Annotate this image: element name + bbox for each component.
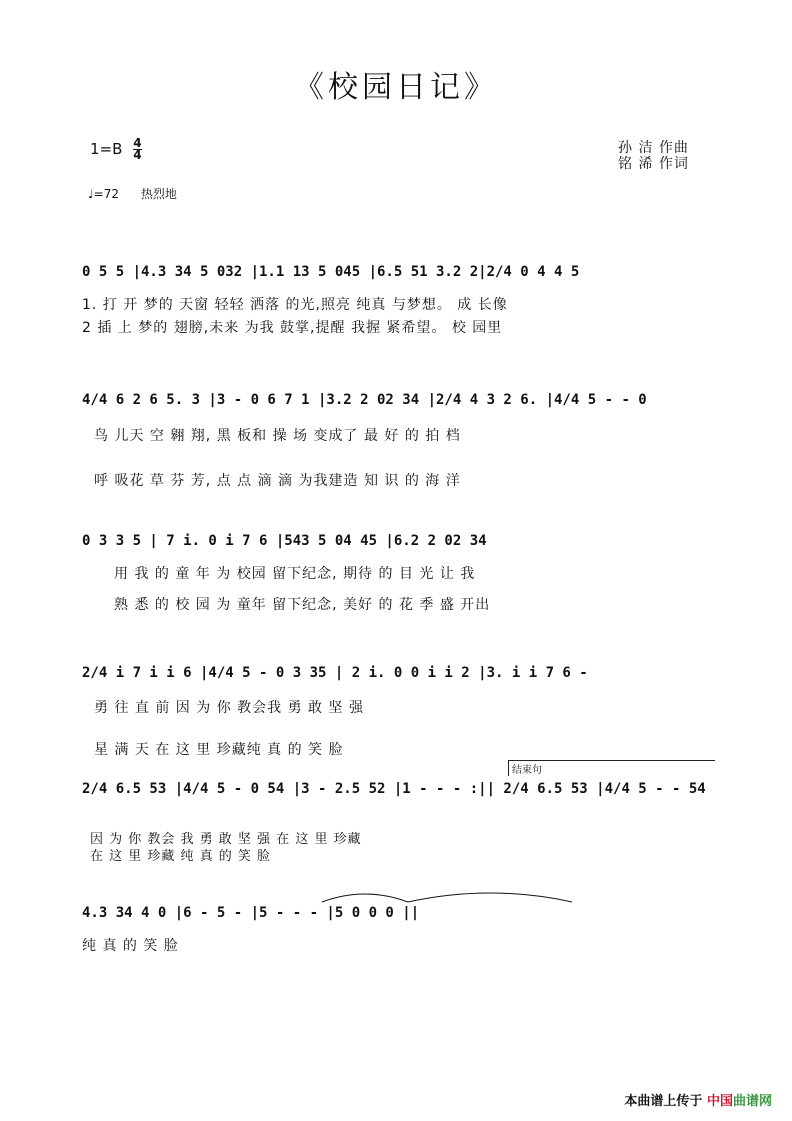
footer-prefix: 本曲谱上传于	[624, 1094, 703, 1109]
notation-line-3: 0 3 3 5 | 7 i. 0 i 7 6 |543 5 04 45 |6.2 2 02 34	[82, 533, 487, 549]
site-logo	[707, 1094, 772, 1109]
key-label: 1=B	[90, 140, 123, 158]
lyric-line-4-verse-2: 星 满 天 在 这 里 珍藏纯 真 的 笑 脸	[94, 742, 344, 758]
tempo-line	[88, 185, 177, 202]
lyric-line-2-verse-2: 呼 吸花 草 芬 芳, 点 点 滴 滴 为我建造 知 识 的 海 洋	[94, 473, 461, 489]
tempo-mark: ♩=72	[88, 187, 119, 201]
lyric-line-5-verse-2: 在 这 里 珍藏 纯 真 的 笑 脸	[90, 849, 272, 864]
lyric-line-3-verse-2: 熟 悉 的 校 园 为 童年 留下纪念, 美好 的 花 季 盛 开出	[114, 597, 491, 613]
footer-credit	[624, 1090, 772, 1109]
lyric-line-1-verse-1: 1. 打 开 梦的 天窗 轻轻 洒落 的光,照亮 纯真 与梦想。 成 长像	[82, 297, 508, 313]
ending-label: 结束句	[508, 760, 715, 776]
key-signature	[90, 138, 142, 161]
time-signature: $\frac{4}{4}$	[133, 136, 142, 162]
notation-line-1: 0 5 5 |4.3 34 5 032 |1.1 13 5 045 |6.5 51 3.2 2|2/4 0 4 4 5	[82, 264, 580, 280]
slur-long	[320, 886, 580, 904]
lyric-line-3-verse-1: 用 我 的 童 年 为 校园 留下纪念, 期待 的 目 光 让 我	[114, 566, 476, 582]
page-title: 《校园日记》	[294, 70, 498, 105]
notation-line-2: 4/4 6 2 6 5. 3 |3 - 0 6 7 1 |3.2 2 02 34 |2/4 4 3 2 6. |4/4 5 - - 0	[82, 392, 647, 408]
lyricist-credit: 铭 浠 作词	[618, 156, 689, 172]
notation-line-6: 4.3 34 4 0 |6 - 5 - |5 - - - |5 0 0 0 ||	[82, 905, 420, 921]
lyric-line-2-verse-1: 鸟 儿天 空 翱 翔, 黑 板和 操 场 变成了 最 好 的 拍 档	[94, 428, 461, 444]
lyric-line-1-verse-2: 2 插 上 梦的 翅膀,未来 为我 鼓掌,提醒 我握 紧希望。 校 园里	[82, 320, 503, 336]
site-name-a: 中国	[706, 1094, 733, 1109]
composer-credit: 孙 洁 作曲	[618, 140, 689, 156]
site-name-b: 曲谱网	[732, 1094, 772, 1109]
lyric-line-6-verse-1: 纯 真 的 笑 脸	[82, 938, 179, 954]
lyric-line-5-verse-1: 因 为 你 教会 我 勇 敢 坚 强 在 这 里 珍藏	[90, 832, 362, 847]
notation-line-5: 2/4 6.5 53 |4/4 5 - 0 54 |3 - 2.5 52 |1 - - - :|| 2/4 6.5 53 |4/4 5 - - 54	[82, 781, 706, 797]
lyric-line-4-verse-1: 勇 往 直 前 因 为 你 教会我 勇 敢 坚 强	[94, 700, 364, 716]
notation-line-4: 2/4 i 7 i i 6 |4/4 5 - 0 3 35 | 2 i. 0 0 i i 2 |3. i i 7 6 -	[82, 665, 588, 681]
tempo-expression: 热烈地	[140, 187, 177, 201]
